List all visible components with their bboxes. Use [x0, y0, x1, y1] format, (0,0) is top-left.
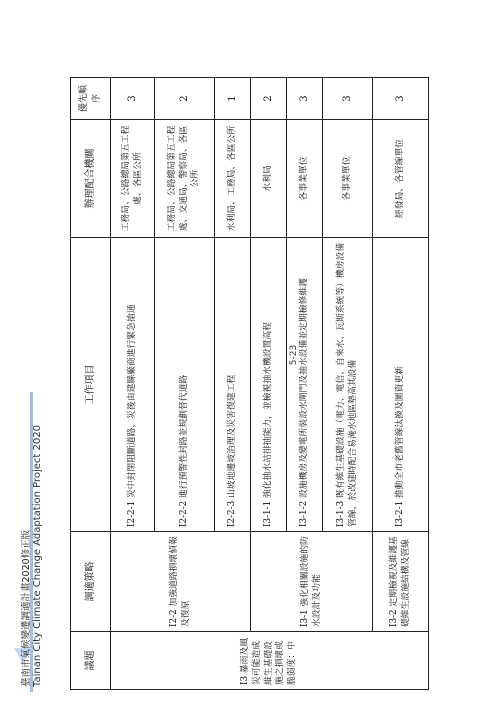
- project-cell: I3-2-1 推動全市老舊管線汰換及圖資更新: [373, 238, 429, 532]
- priority-cell: 3: [287, 78, 323, 120]
- agency-cell: 水利局: [251, 120, 287, 238]
- priority-cell: 3: [373, 78, 429, 120]
- header-issue: 議題: [71, 632, 111, 690]
- agency-cell: 水利局、工務局、各區公所: [215, 120, 251, 238]
- header-project: 工作項目: [71, 238, 111, 532]
- agency-cell: 各事業單位: [323, 120, 373, 238]
- header-agency: 辦理配合機關: [71, 120, 111, 238]
- header-strategy: 調適策略: [71, 532, 111, 632]
- project-cell: I2-2-1 災中封閉阻斷道路，災後由建縣廠商進行緊急搶通: [111, 238, 155, 532]
- project-cell: I2-2-3 山坡地邊坡治理及災害復建工程: [215, 238, 251, 532]
- priority-cell: 2: [155, 78, 215, 120]
- sidebar-titles: [0, 0, 72, 707]
- agency-cell: 經發局、各管線單位: [373, 120, 429, 238]
- document-title-zh: 臺南市氣候變遷調適計畫2020修正版: [21, 529, 32, 687]
- strategy-cell: I3-2 定期檢視及維護基礎維生設施結構及管線: [373, 532, 429, 632]
- strategy-cell: I3-1 強化相關設施的防水設計及功能: [251, 532, 373, 632]
- header-priority: 優先順序: [71, 78, 111, 120]
- sidebar-header: [0, 0, 72, 707]
- page-number: 5-23: [289, 344, 300, 366]
- issue-cell: I3 暴雨及風災可能造成維生基礎設施之損壞或脆弱度：中: [111, 632, 429, 690]
- priority-cell: 3: [323, 78, 373, 120]
- agency-cell: 工務局、公路總局第五工程處、各區公所: [111, 120, 155, 238]
- priority-cell: 1: [215, 78, 251, 120]
- project-cell: I3-1-2 設施機房及變電所裝設水閘門及抽水設備並定期檢修維護: [287, 238, 323, 532]
- adaptation-table: [70, 77, 429, 690]
- agency-cell: 工務局、公路總局第五工程處、交通局、警察局、各區公所: [155, 120, 215, 238]
- document-title-en: Tainan City Climate Change Adaptation Project 2020: [32, 425, 43, 687]
- agency-cell: 各事業單位: [287, 120, 323, 238]
- project-cell: I3-1-3 既有維生基礎設施（電力、電信、自來水、瓦斯系統等）機房設備管線，於改建時配合易淹水地區墊高其設備: [323, 238, 373, 532]
- priority-cell: 3: [111, 78, 155, 120]
- strategy-cell: I2-2 加強道路損壞偵報及復原: [111, 532, 251, 632]
- project-cell: I3-1-1 強化抽水站排抽能力，並檢視抽水機設置高程: [251, 238, 287, 532]
- adaptation-table-wrapper: [70, 78, 428, 690]
- priority-cell: 2: [251, 78, 287, 120]
- project-cell: I2-2-2 進行預警性封路並規劃替代道路: [155, 238, 215, 532]
